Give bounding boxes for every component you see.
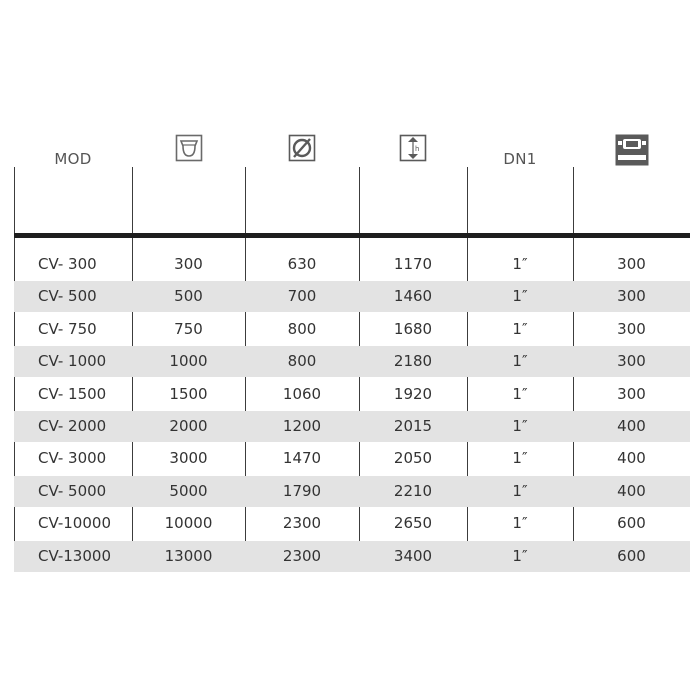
cell-height: 2050 bbox=[393, 449, 433, 468]
header-model-label: MOD bbox=[54, 150, 92, 168]
cell-model: CV-10000 bbox=[38, 514, 111, 533]
table-row bbox=[14, 346, 690, 377]
cell-model: CV- 2000 bbox=[38, 417, 107, 435]
table-row bbox=[14, 379, 690, 410]
cell-height: 1170 bbox=[393, 255, 433, 273]
cell-diameter: 800 bbox=[287, 352, 317, 371]
table-row bbox=[14, 443, 690, 474]
cell-last: 300 bbox=[617, 319, 646, 338]
cell-dn1: 1″ bbox=[512, 481, 528, 500]
cell-height: 2650 bbox=[393, 514, 433, 533]
cell-dn1: 1″ bbox=[512, 546, 528, 565]
cell-dn1: 1″ bbox=[512, 417, 528, 435]
svg-text:h: h bbox=[415, 145, 420, 153]
cell-height: 1460 bbox=[393, 287, 433, 306]
cell-model: CV- 300 bbox=[38, 255, 97, 273]
cell-dn1: 1″ bbox=[512, 384, 528, 403]
cell-diameter: 800 bbox=[287, 319, 317, 338]
diameter-icon bbox=[288, 134, 316, 162]
cell-last: 400 bbox=[617, 481, 646, 500]
cell-height: 2180 bbox=[393, 352, 433, 371]
cell-capacity: 5000 bbox=[169, 481, 208, 500]
header-weight bbox=[573, 120, 690, 232]
tank-capacity-icon bbox=[175, 134, 203, 162]
header-diameter bbox=[245, 120, 359, 232]
header-dn1-label: DN1 bbox=[503, 150, 537, 168]
cell-diameter: 2300 bbox=[282, 514, 322, 533]
cell-model: CV- 1000 bbox=[38, 352, 107, 371]
table-row bbox=[14, 249, 690, 280]
table-row bbox=[14, 314, 690, 345]
header-capacity bbox=[132, 120, 245, 232]
cell-dn1: 1″ bbox=[512, 352, 528, 371]
cell-diameter: 2300 bbox=[282, 546, 322, 565]
height-icon bbox=[399, 134, 427, 162]
cell-dn1: 1″ bbox=[512, 449, 528, 468]
cell-model: CV- 750 bbox=[38, 319, 97, 338]
cell-height: 3400 bbox=[393, 546, 433, 565]
cell-diameter: 1060 bbox=[282, 384, 322, 403]
table-row bbox=[14, 476, 690, 507]
cell-height: 2015 bbox=[393, 417, 433, 435]
cell-model: CV- 5000 bbox=[38, 481, 107, 500]
cell-dn1: 1″ bbox=[512, 255, 528, 273]
cell-last: 600 bbox=[617, 546, 646, 565]
cell-model: CV-13000 bbox=[38, 546, 111, 565]
cell-capacity: 1500 bbox=[169, 384, 208, 403]
cell-dn1: 1″ bbox=[512, 287, 528, 306]
cell-height: 2210 bbox=[393, 481, 433, 500]
cell-last: 400 bbox=[617, 449, 646, 468]
header-rule bbox=[14, 233, 690, 238]
cell-diameter: 700 bbox=[287, 287, 317, 306]
cell-dn1: 1″ bbox=[512, 514, 528, 533]
header-dn1 bbox=[467, 120, 573, 232]
table-row bbox=[14, 541, 690, 572]
cell-last: 300 bbox=[617, 255, 646, 273]
cell-diameter: 630 bbox=[287, 255, 317, 273]
cell-last: 300 bbox=[617, 384, 646, 403]
table-row bbox=[14, 508, 690, 539]
spec-table bbox=[14, 0, 690, 700]
cell-diameter: 1790 bbox=[282, 481, 322, 500]
cell-capacity: 13000 bbox=[164, 546, 213, 565]
weight-icon bbox=[615, 134, 649, 166]
table-row bbox=[14, 281, 690, 312]
cell-model: CV- 1500 bbox=[38, 384, 107, 403]
cell-model: CV- 500 bbox=[38, 287, 97, 306]
cell-last: 300 bbox=[617, 287, 646, 306]
cell-capacity: 3000 bbox=[169, 449, 208, 468]
cell-capacity: 750 bbox=[174, 319, 203, 338]
cell-height: 1920 bbox=[393, 384, 433, 403]
cell-capacity: 1000 bbox=[169, 352, 208, 371]
table-row bbox=[14, 411, 690, 442]
cell-capacity: 2000 bbox=[169, 417, 208, 435]
cell-last: 400 bbox=[617, 417, 646, 435]
cell-diameter: 1470 bbox=[282, 449, 322, 468]
cell-capacity: 500 bbox=[174, 287, 203, 306]
cell-model: CV- 3000 bbox=[38, 449, 107, 468]
cell-capacity: 300 bbox=[174, 255, 203, 273]
cell-last: 600 bbox=[617, 514, 646, 533]
cell-height: 1680 bbox=[393, 319, 433, 338]
header-height bbox=[359, 120, 467, 232]
cell-diameter: 1200 bbox=[282, 417, 322, 435]
cell-dn1: 1″ bbox=[512, 319, 528, 338]
cell-last: 300 bbox=[617, 352, 646, 371]
header-model bbox=[14, 120, 132, 232]
cell-capacity: 10000 bbox=[164, 514, 213, 533]
